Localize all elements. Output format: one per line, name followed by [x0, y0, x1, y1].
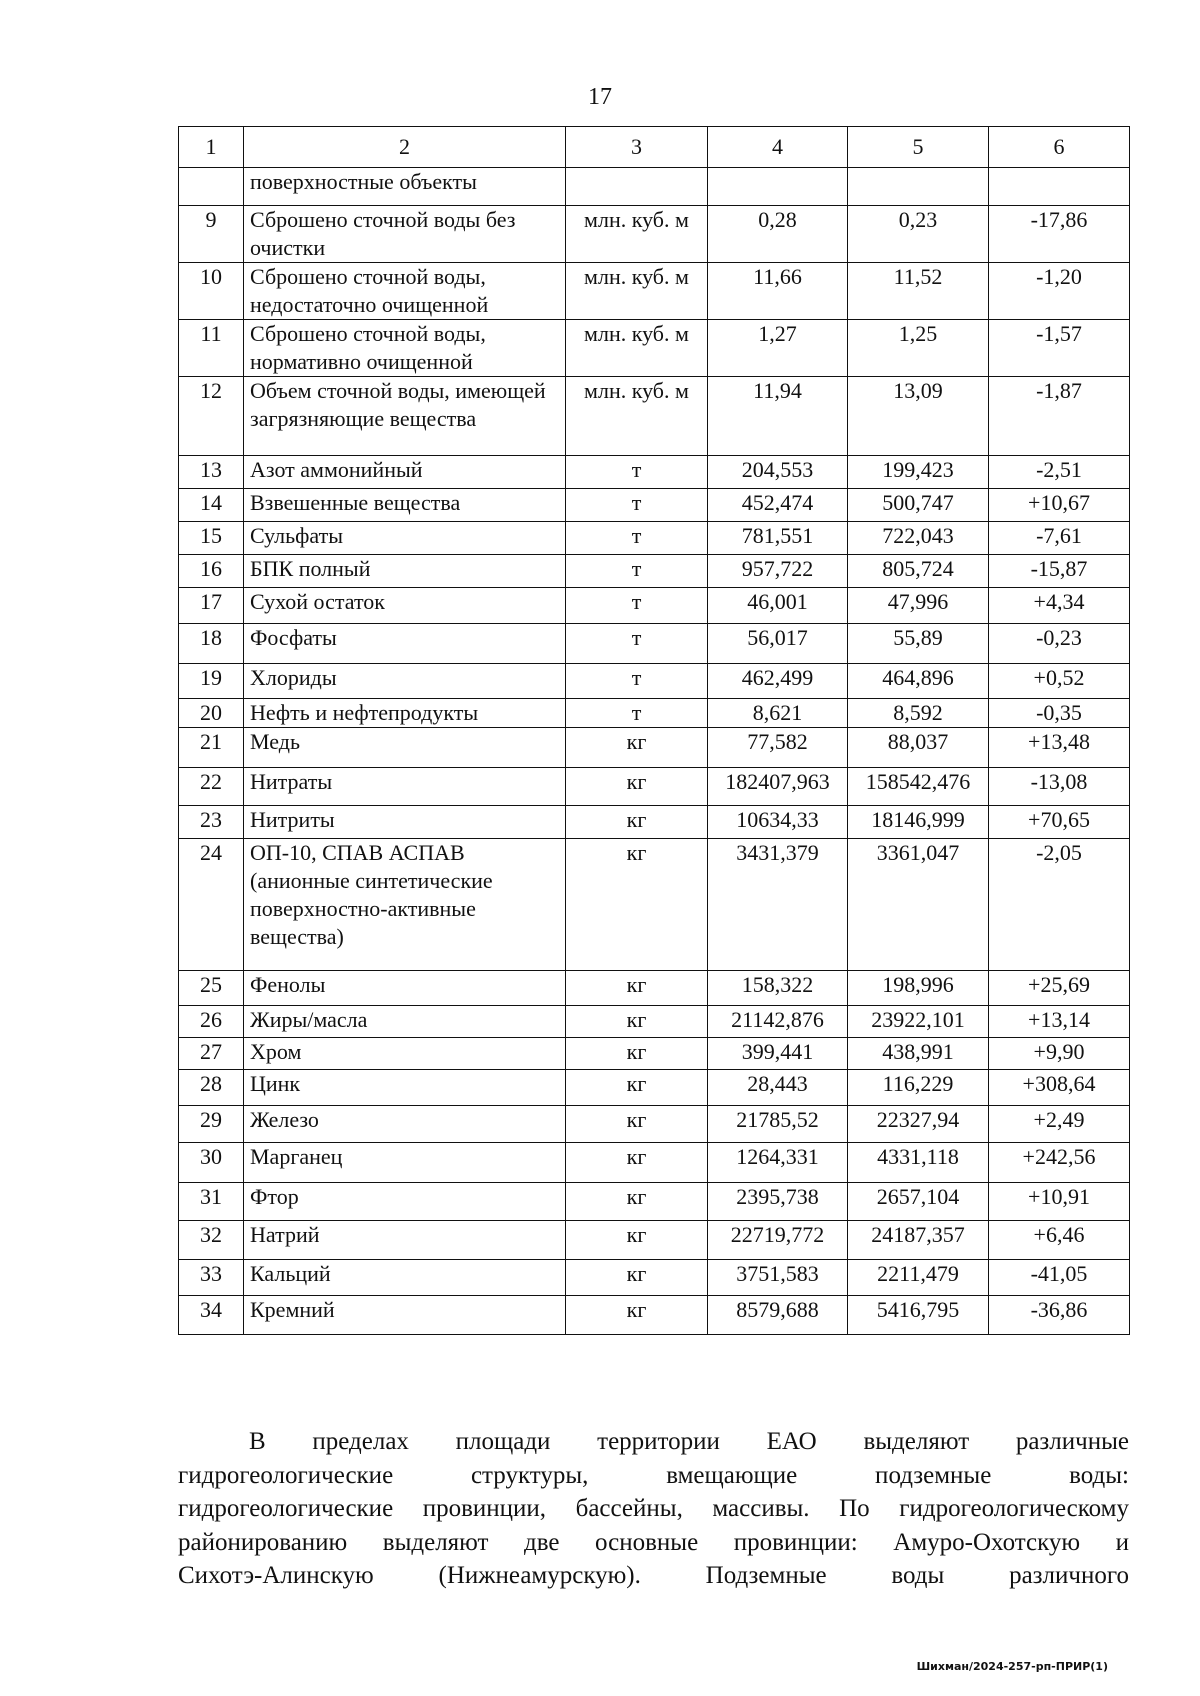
- data-table: [178, 126, 1130, 1335]
- row-value-col4-cell: 8579,688: [708, 1296, 848, 1335]
- table-row: [179, 1221, 1130, 1260]
- table-row: [179, 1070, 1130, 1106]
- row-value-col5-cell: 5416,795: [848, 1296, 989, 1335]
- row-change-col6-cell: -2,51: [989, 456, 1130, 489]
- table-row: [179, 377, 1130, 456]
- row-value-col5-cell: 4331,118: [848, 1143, 989, 1183]
- row-number-cell: 24: [179, 839, 244, 971]
- row-change-col6-cell: -1,20: [989, 263, 1130, 320]
- row-change-col6-cell: -36,86: [989, 1296, 1130, 1335]
- row-value-col5-cell: [848, 168, 989, 206]
- table-row: [179, 1038, 1130, 1070]
- row-value-col5-cell: 805,724: [848, 555, 989, 588]
- row-name-cell: Фосфаты: [244, 624, 566, 664]
- row-change-col6-cell: -2,05: [989, 839, 1130, 971]
- row-value-col5-cell: 500,747: [848, 489, 989, 522]
- row-number-cell: 15: [179, 522, 244, 555]
- row-name-cell: Кальций: [244, 1260, 566, 1296]
- row-name-cell: БПК полный: [244, 555, 566, 588]
- page-number: 17: [588, 84, 612, 110]
- row-name-cell: Фтор: [244, 1183, 566, 1221]
- row-value-col5-cell: 22327,94: [848, 1106, 989, 1143]
- row-unit-cell: кг: [566, 1106, 708, 1143]
- header-cell-1: 1: [179, 127, 244, 168]
- table-row: [179, 456, 1130, 489]
- row-number-cell: 28: [179, 1070, 244, 1106]
- row-change-col6-cell: -1,87: [989, 377, 1130, 456]
- row-value-col4-cell: 10634,33: [708, 806, 848, 839]
- header-cell-6: 6: [989, 127, 1130, 168]
- row-change-col6-cell: -41,05: [989, 1260, 1130, 1296]
- row-value-col4-cell: 0,28: [708, 206, 848, 263]
- row-unit-cell: кг: [566, 1260, 708, 1296]
- row-number-cell: 13: [179, 456, 244, 489]
- row-change-col6-cell: -0,23: [989, 624, 1130, 664]
- row-value-col4-cell: 452,474: [708, 489, 848, 522]
- row-unit-cell: кг: [566, 1221, 708, 1260]
- table-row: [179, 1260, 1130, 1296]
- row-value-col5-cell: 55,89: [848, 624, 989, 664]
- row-change-col6-cell: -17,86: [989, 206, 1130, 263]
- row-number-cell: 16: [179, 555, 244, 588]
- row-value-col4-cell: 1264,331: [708, 1143, 848, 1183]
- row-value-col5-cell: 24187,357: [848, 1221, 989, 1260]
- row-name-cell: Сброшено сточной воды, нормативно очищенной: [244, 320, 566, 377]
- row-value-col5-cell: 23922,101: [848, 1006, 989, 1038]
- table-row: [179, 1106, 1130, 1143]
- row-value-col4-cell: 8,621: [708, 699, 848, 728]
- row-unit-cell: т: [566, 699, 708, 728]
- row-number-cell: 21: [179, 728, 244, 768]
- row-name-cell: Объем сточной воды, имеющей загрязняющие вещества: [244, 377, 566, 456]
- row-value-col4-cell: 3751,583: [708, 1260, 848, 1296]
- row-value-col4-cell: 2395,738: [708, 1183, 848, 1221]
- table-row: [179, 1143, 1130, 1183]
- table-row: [179, 1006, 1130, 1038]
- row-unit-cell: млн. куб. м: [566, 206, 708, 263]
- table-row: [179, 555, 1130, 588]
- row-value-col5-cell: 18146,999: [848, 806, 989, 839]
- row-change-col6-cell: +13,14: [989, 1006, 1130, 1038]
- row-change-col6-cell: +10,91: [989, 1183, 1130, 1221]
- row-name-cell: Нитриты: [244, 806, 566, 839]
- row-unit-cell: кг: [566, 768, 708, 806]
- table-row: [179, 168, 1130, 206]
- row-number-cell: 18: [179, 624, 244, 664]
- row-number-cell: 30: [179, 1143, 244, 1183]
- table-row: [179, 1296, 1130, 1335]
- table-row: [179, 728, 1130, 768]
- row-value-col5-cell: 13,09: [848, 377, 989, 456]
- row-unit-cell: кг: [566, 839, 708, 971]
- row-value-col4-cell: 204,553: [708, 456, 848, 489]
- row-change-col6-cell: +10,67: [989, 489, 1130, 522]
- row-number-cell: 34: [179, 1296, 244, 1335]
- row-value-col5-cell: 47,996: [848, 588, 989, 624]
- row-name-cell: Железо: [244, 1106, 566, 1143]
- row-value-col5-cell: 1,25: [848, 320, 989, 377]
- table-row: [179, 624, 1130, 664]
- row-value-col5-cell: 3361,047: [848, 839, 989, 971]
- row-name-cell: Нитраты: [244, 768, 566, 806]
- row-change-col6-cell: +13,48: [989, 728, 1130, 768]
- row-number-cell: 27: [179, 1038, 244, 1070]
- row-value-col4-cell: [708, 168, 848, 206]
- row-unit-cell: кг: [566, 971, 708, 1006]
- row-unit-cell: т: [566, 522, 708, 555]
- row-value-col4-cell: 21785,52: [708, 1106, 848, 1143]
- row-name-cell: Натрий: [244, 1221, 566, 1260]
- row-name-cell: Сульфаты: [244, 522, 566, 555]
- paragraph-line: Сихотэ-Алинскую (Нижнеамурскую). Подземные воды различного: [178, 1562, 1129, 1589]
- row-value-col4-cell: 1,27: [708, 320, 848, 377]
- row-change-col6-cell: +70,65: [989, 806, 1130, 839]
- paragraph-line: В пределах площади территории ЕАО выделяют различные: [249, 1428, 1129, 1455]
- row-value-col4-cell: 28,443: [708, 1070, 848, 1106]
- row-unit-cell: т: [566, 555, 708, 588]
- row-name-cell: Хлориды: [244, 664, 566, 699]
- row-unit-cell: кг: [566, 1296, 708, 1335]
- row-value-col5-cell: 158542,476: [848, 768, 989, 806]
- table-row: [179, 522, 1130, 555]
- body-paragraph: [178, 1425, 1129, 1593]
- row-value-col4-cell: 182407,963: [708, 768, 848, 806]
- row-name-cell: поверхностные объекты: [244, 168, 566, 206]
- row-value-col4-cell: 56,017: [708, 624, 848, 664]
- row-unit-cell: кг: [566, 1006, 708, 1038]
- table-row: [179, 971, 1130, 1006]
- row-change-col6-cell: -1,57: [989, 320, 1130, 377]
- row-name-cell: Фенолы: [244, 971, 566, 1006]
- table-row: [179, 806, 1130, 839]
- paragraph-line: гидрогеологические структуры, вмещающие подземные воды:: [178, 1461, 1129, 1489]
- row-name-cell: Сброшено сточной воды без очистки: [244, 206, 566, 263]
- row-number-cell: 19: [179, 664, 244, 699]
- row-value-col5-cell: 116,229: [848, 1070, 989, 1106]
- row-value-col5-cell: 438,991: [848, 1038, 989, 1070]
- row-value-col5-cell: 88,037: [848, 728, 989, 768]
- row-unit-cell: кг: [566, 1070, 708, 1106]
- row-name-cell: Медь: [244, 728, 566, 768]
- row-number-cell: 17: [179, 588, 244, 624]
- row-value-col4-cell: 462,499: [708, 664, 848, 699]
- row-number-cell: 26: [179, 1006, 244, 1038]
- row-value-col4-cell: 957,722: [708, 555, 848, 588]
- row-number-cell: 20: [179, 699, 244, 728]
- row-number-cell: 10: [179, 263, 244, 320]
- row-name-cell: Хром: [244, 1038, 566, 1070]
- row-unit-cell: [566, 168, 708, 206]
- table-row: [179, 263, 1130, 320]
- row-number-cell: 25: [179, 971, 244, 1006]
- row-value-col5-cell: 722,043: [848, 522, 989, 555]
- row-change-col6-cell: +9,90: [989, 1038, 1130, 1070]
- row-change-col6-cell: +25,69: [989, 971, 1130, 1006]
- row-unit-cell: т: [566, 624, 708, 664]
- table-row: [179, 768, 1130, 806]
- row-value-col4-cell: 46,001: [708, 588, 848, 624]
- row-unit-cell: млн. куб. м: [566, 377, 708, 456]
- row-unit-cell: кг: [566, 728, 708, 768]
- row-number-cell: 12: [179, 377, 244, 456]
- row-name-cell: Марганец: [244, 1143, 566, 1183]
- table-row: [179, 699, 1130, 728]
- row-value-col4-cell: 399,441: [708, 1038, 848, 1070]
- header-cell-4: 4: [708, 127, 848, 168]
- row-name-cell: Сухой остаток: [244, 588, 566, 624]
- row-value-col5-cell: 199,423: [848, 456, 989, 489]
- row-value-col4-cell: 22719,772: [708, 1221, 848, 1260]
- row-name-cell: Взвешенные вещества: [244, 489, 566, 522]
- row-change-col6-cell: +6,46: [989, 1221, 1130, 1260]
- row-number-cell: 9: [179, 206, 244, 263]
- row-name-cell: ОП-10, СПАВ АСПАВ (анионные синтетические поверхностно-активные вещества): [244, 839, 566, 971]
- row-number-cell: 22: [179, 768, 244, 806]
- row-unit-cell: т: [566, 588, 708, 624]
- row-unit-cell: т: [566, 489, 708, 522]
- row-name-cell: Кремний: [244, 1296, 566, 1335]
- table-row: [179, 588, 1130, 624]
- row-value-col4-cell: 77,582: [708, 728, 848, 768]
- table-row: [179, 206, 1130, 263]
- row-unit-cell: кг: [566, 1143, 708, 1183]
- row-value-col4-cell: 781,551: [708, 522, 848, 555]
- row-unit-cell: кг: [566, 1038, 708, 1070]
- row-change-col6-cell: -0,35: [989, 699, 1130, 728]
- row-unit-cell: т: [566, 664, 708, 699]
- row-name-cell: Жиры/масла: [244, 1006, 566, 1038]
- row-number-cell: 33: [179, 1260, 244, 1296]
- row-change-col6-cell: +308,64: [989, 1070, 1130, 1106]
- table-header-row: [179, 127, 1130, 168]
- table-row: [179, 1183, 1130, 1221]
- row-name-cell: Сброшено сточной воды, недостаточно очищенной: [244, 263, 566, 320]
- row-value-col5-cell: 0,23: [848, 206, 989, 263]
- row-number-cell: 14: [179, 489, 244, 522]
- row-name-cell: Цинк: [244, 1070, 566, 1106]
- header-cell-3: 3: [566, 127, 708, 168]
- row-unit-cell: млн. куб. м: [566, 263, 708, 320]
- table-row: [179, 320, 1130, 377]
- row-unit-cell: кг: [566, 1183, 708, 1221]
- header-cell-5: 5: [848, 127, 989, 168]
- row-unit-cell: т: [566, 456, 708, 489]
- row-name-cell: Нефть и нефтепродукты: [244, 699, 566, 728]
- row-value-col5-cell: 198,996: [848, 971, 989, 1006]
- row-value-col4-cell: 3431,379: [708, 839, 848, 971]
- table-row: [179, 839, 1130, 971]
- row-value-col4-cell: 11,66: [708, 263, 848, 320]
- footer-stamp: Шихман/2024-257-рп-ПРИР(1): [916, 1660, 1108, 1673]
- row-value-col4-cell: 21142,876: [708, 1006, 848, 1038]
- table-row: [179, 489, 1130, 522]
- row-number-cell: [179, 168, 244, 206]
- row-number-cell: 23: [179, 806, 244, 839]
- row-number-cell: 31: [179, 1183, 244, 1221]
- row-unit-cell: млн. куб. м: [566, 320, 708, 377]
- row-value-col4-cell: 158,322: [708, 971, 848, 1006]
- row-change-col6-cell: [989, 168, 1130, 206]
- row-value-col4-cell: 11,94: [708, 377, 848, 456]
- paragraph-line: районированию выделяют две основные провинции: Амуро-Охотскую и: [178, 1528, 1129, 1556]
- row-value-col5-cell: 8,592: [848, 699, 989, 728]
- row-number-cell: 29: [179, 1106, 244, 1143]
- row-change-col6-cell: +242,56: [989, 1143, 1130, 1183]
- row-change-col6-cell: +4,34: [989, 588, 1130, 624]
- row-change-col6-cell: -13,08: [989, 768, 1130, 806]
- row-change-col6-cell: -15,87: [989, 555, 1130, 588]
- table-row: [179, 664, 1130, 699]
- row-change-col6-cell: +0,52: [989, 664, 1130, 699]
- row-number-cell: 11: [179, 320, 244, 377]
- row-number-cell: 32: [179, 1221, 244, 1260]
- row-value-col5-cell: 11,52: [848, 263, 989, 320]
- row-change-col6-cell: -7,61: [989, 522, 1130, 555]
- row-value-col5-cell: 2211,479: [848, 1260, 989, 1296]
- row-name-cell: Азот аммонийный: [244, 456, 566, 489]
- row-change-col6-cell: +2,49: [989, 1106, 1130, 1143]
- header-cell-2: 2: [244, 127, 566, 168]
- row-unit-cell: кг: [566, 806, 708, 839]
- paragraph-line: гидрогеологические провинции, бассейны, массивы. По гидрогеологическому: [178, 1495, 1129, 1522]
- row-value-col5-cell: 464,896: [848, 664, 989, 699]
- row-value-col5-cell: 2657,104: [848, 1183, 989, 1221]
